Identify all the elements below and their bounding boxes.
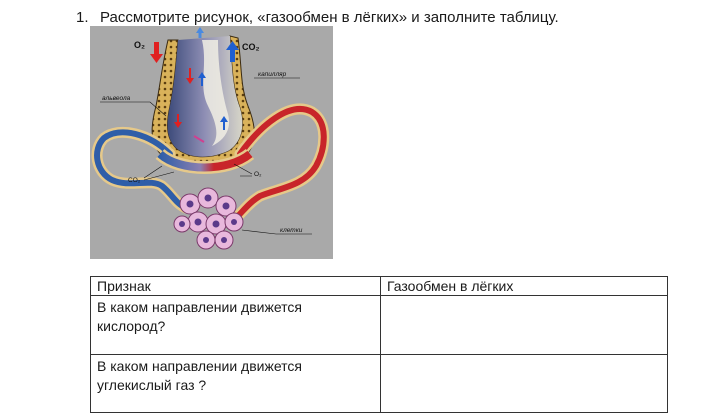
- answer-table: [90, 276, 668, 413]
- row-co2-answer-cell[interactable]: [381, 355, 668, 413]
- gas-exchange-illustration: [90, 26, 333, 259]
- task-number: 1.: [76, 9, 89, 26]
- gas-exchange-figure: [90, 26, 333, 259]
- alveolus-label: альвеола: [102, 95, 131, 102]
- o2-label-top: O₂: [134, 40, 145, 50]
- task-text: Рассмотрите рисунок, «газообмен в лёгких» и заполните таблицу.: [100, 9, 559, 26]
- o2-big-arrow: [150, 42, 163, 63]
- row-co2-question: В каком направлении движется углекислый газ ?: [91, 355, 381, 413]
- header-gas-exchange: Газообмен в лёгких: [381, 277, 668, 296]
- capillary-label: капилляр: [258, 71, 287, 78]
- cells-label: клетки: [280, 227, 303, 234]
- row-oxygen-question: В каком направлении движется кислород?: [91, 296, 381, 355]
- row-oxygen-answer-cell[interactable]: [381, 296, 668, 355]
- header-feature: Признак: [91, 277, 381, 296]
- tissue-cells: [174, 188, 243, 249]
- task-heading: [76, 9, 559, 26]
- o2-label-bottom: O₂: [254, 171, 262, 178]
- co2-label-bottom: CO₂: [128, 177, 141, 184]
- co2-label-top: CO₂: [242, 42, 260, 52]
- table-row: [91, 296, 668, 355]
- table-row: [91, 355, 668, 413]
- table-header-row: [91, 277, 668, 296]
